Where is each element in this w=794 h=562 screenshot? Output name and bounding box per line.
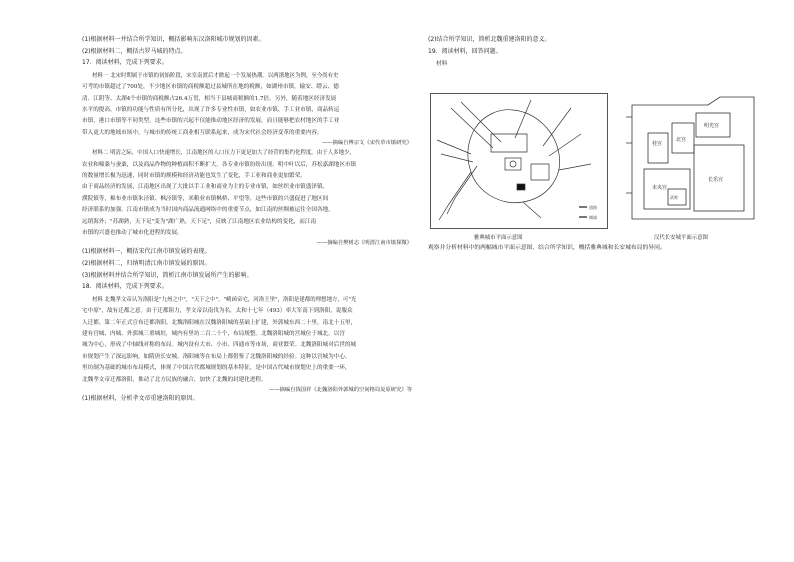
athens-caption: 雅典城市平面示意图	[474, 235, 523, 241]
changan-map-drawing	[624, 93, 758, 227]
changan-caption: 汉代长安城平面示意图	[654, 235, 708, 241]
question-17-title: 17．阅读材料，完成下列要求。	[82, 59, 168, 67]
question-16-1: (1)根据材料一并结合所学知识，概括影响东汉洛阳城市规划的因素。	[82, 36, 265, 43]
right-column	[428, 36, 760, 69]
material-line: 可考的市镇超过了700处，不少地区市镇的商税额超过县城所在地的税额，如湖州市镇，输安、缙云、德	[82, 84, 339, 91]
athens-map	[430, 93, 608, 229]
material-line: 城为中心，形成了中轴线对称的布局。城内设有大市、小市、四通市等市场，商业繁荣。北魏洛阳城对后世的城	[82, 342, 357, 349]
changan-label-mingguang: 明光宫	[704, 123, 720, 129]
material-line: 建有宫城、内城、外郭城三重城垣，城内有里坊二百二十个，布局规整。北魏洛阳城的宫城位于城北，以宫	[82, 331, 345, 338]
athens-map-drawing	[431, 94, 607, 228]
material-line: 材料一 北宋时期属于市镇的初始阶段，宋室南渡后才掀起一个发展热潮。以两浙地区为例，至今尚有史	[92, 72, 339, 79]
figures	[428, 93, 762, 255]
material-line: 带入更大的地域市场中，与城市的传统工商业相互联系起来，成为宋代社会经济变革的重要内容。	[82, 129, 323, 136]
material-line: 市规划产生了深远影响，如隋唐长安城、洛阳城等在布局上都借鉴了北魏洛阳城的经验。这种以宫城为中心、	[82, 353, 351, 360]
material-17-1	[82, 71, 412, 139]
material-line: 清、江阴等、太湖4个市镇的商税额占26.4万贯，相当于县城商税额的1.7倍。另外，随着地区经济发展	[82, 95, 337, 102]
material-line: 北魏孝文帝迁都洛阳，推动了北方民族的融合，加快了北魏的封建化进程。	[82, 376, 267, 383]
question-17-2: (2)根据材料二，归纳明清江南市镇发展的原因。	[82, 260, 211, 268]
material-line: 人迁都。第二年正式宣布迁都洛阳。北魏洛阳城在汉魏洛阳城的基础上扩建，外郭城东西二十里，南北十五里，	[82, 319, 357, 326]
material-line: 远销海外；"苏湖熟，天下足"变为"湖广熟，天下足"，反映了江南地区农业结构的变化，而江南	[82, 218, 317, 225]
question-19-prompt: 观察并分析材料中的两幅城市平面示意图，结合所学知识，概括雅典城和长安城布局的异同。	[428, 245, 666, 251]
question-18-title: 18．阅读材料，完成下列要求。	[82, 283, 168, 291]
material-line: 濮院镇等，棉布业市镇朱泾镇、枫泾镇等，米粮业市镇枫桥、平望等，这些市镇的兴盛促进了地区间	[82, 195, 329, 202]
material-line: 材料二 明清之际，中国人口快速增长，江南地区的人口压力下更是加大了经营的集约化程度。由于人多地少，	[92, 150, 355, 157]
material-line: 市镇，港口市镇等不同类型。这些市镇的兴起不仅能推动地区经济的发展，而且能够把农村地区的手工业	[82, 118, 340, 125]
material-label: 材料	[436, 61, 448, 68]
question-16-2: (2)根据材料二，概括古罗马城的特点。	[82, 47, 187, 55]
material-line: 宅中原"，故有迁都之意。由于迁都阻力，孝文帝以南伐为名，太和十七年（493）率大军南下到洛阳，说服众	[82, 308, 353, 315]
changan-map	[624, 93, 758, 227]
question-17-3: (3)根据材料并结合所学知识，简析江南市镇发展所产生的影响。	[82, 271, 253, 279]
left-column	[82, 36, 412, 403]
athens-legend-walls: 城墙	[589, 215, 597, 220]
material-18-source: ——摘编自钱国祥《北魏洛阳外郭城的空间格局复原研究》等	[268, 387, 412, 394]
athens-legend-roads: 道路	[589, 205, 597, 210]
changan-label-beigong: 北宫	[676, 137, 687, 143]
material-line: 水平的提高，市镇的功能与性质有所分化，出现了许多专业性市镇，如农业市镇、手工业市镇，商品转运	[82, 107, 340, 113]
question-18-1: (1)根据材料，分析孝文帝重建洛阳的原因。	[82, 395, 199, 403]
material-line: 的数量增长极为迅速，同时市镇的规模和经济功能也发生了变化，手工业和商业更加繁荣。	[82, 173, 306, 180]
changan-label-weiyang: 未央宫	[652, 185, 668, 191]
question-18-2: (2)结合所学知识，简析北魏重建洛阳的意义。	[428, 36, 551, 43]
changan-label-changle: 长乐宫	[708, 177, 724, 183]
question-19-title: 19．阅读材料，回答问题。	[428, 47, 502, 55]
material-17-1-source: ——摘编自傅宗文《宋代草市镇研究》	[321, 140, 412, 147]
question-17-1: (1)根据材料一，概括宋代江南市镇发展的表现。	[82, 248, 211, 256]
material-line: 材料 北魏孝文帝认为洛阳是"九州之中"，"天下之中"。"崤函帝宅，河洛王里"，洛阳是建都的理想地方，可"光	[92, 296, 357, 303]
material-line: 经济联系的加强。江南市镇成为当时国内商品流通网络中的重要节点，如江南的丝绸被运往全国各地，	[82, 207, 334, 214]
material-line: 里坊制为基础的城市布局模式，体现了中国古代都城规划的基本特征，是中国古代城市规划史上的重要一环，	[82, 365, 351, 372]
material-line: 市镇的兴盛也推动了城市化进程的发展。	[82, 230, 183, 237]
material-line: 农业和棉桑与蚕桑，以及商品作物的种植面积不断扩大，各专业市镇纷纷出现。明中叶以后，苏松嘉湖地区市镇	[82, 161, 357, 168]
changan-label-wuku: 武库	[670, 195, 678, 200]
material-line: 由于商品经济的发展，江南地区出现了大批以手工业和商业为主的专业市镇，如丝织业市镇盛泽镇、	[82, 184, 329, 191]
material-17-2	[82, 148, 412, 239]
material-18	[82, 295, 412, 386]
material-17-2-source: ——摘编自樊树志《明清江南市镇探微》	[316, 240, 412, 247]
changan-label-gui: 桂宫	[652, 141, 663, 147]
